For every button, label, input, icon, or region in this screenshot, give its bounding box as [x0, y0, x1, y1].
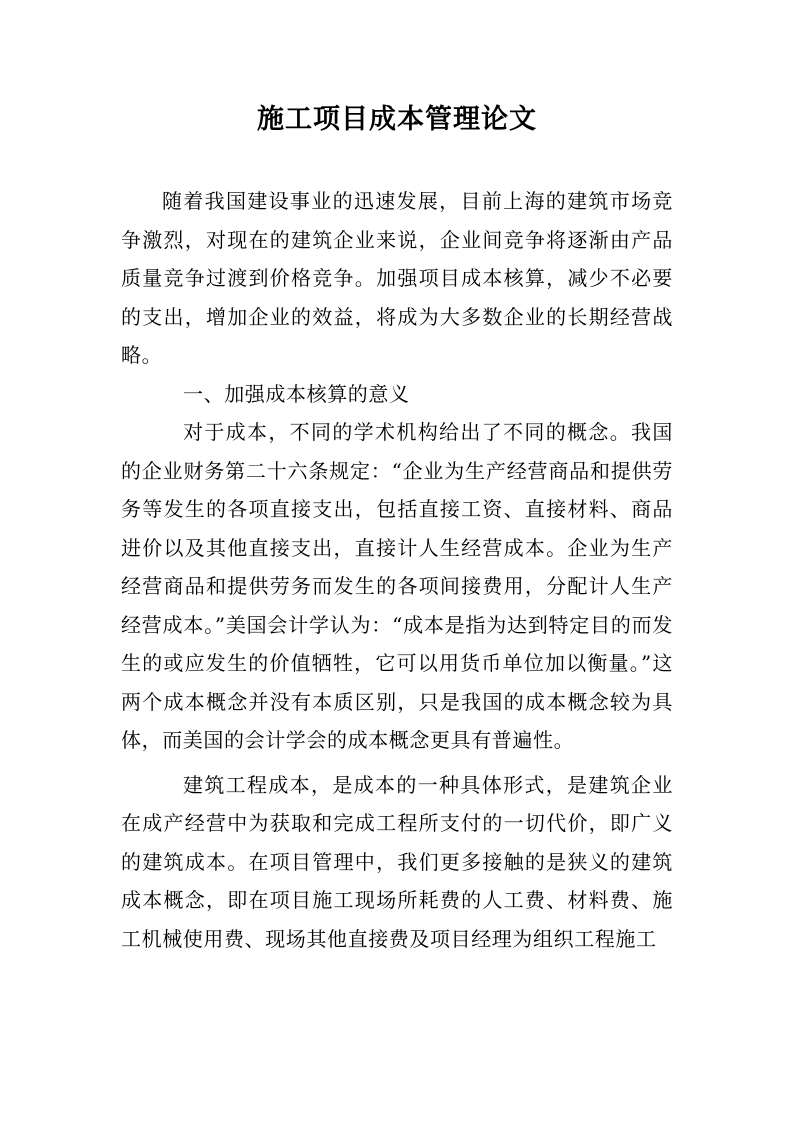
document-body: [121, 182, 673, 958]
paragraph-intro: 随着我国建设事业的迅速发展，目前上海的建筑市场竞争激烈，对现在的建筑企业来说，企业间竞争将逐渐由产品质量竞争过渡到价格竞争。加强项目成本核算，减少不必要的支出，增加企业的效益，将成为大多数企业的长期经营战略。: [121, 189, 673, 367]
paragraph-cost-definition: 对于成本，不同的学术机构给出了不同的概念。我国的企业财务第二十六条规定：“企业为生产经营商品和提供劳务等发生的各项直接支出，包括直接工资、直接材料、商品进价以及其他直接支出，直接计人生经营成本。企业为生产经营商品和提供劳务而发生的各项间接费用，分配计人生产经营成本。”美国会计学认为：“成本是指为达到特定目的而发生的或应发生的价值牺牲，它可以用货币单位加以衡量。”这两个成本概念并没有本质区别，只是我国的成本概念较为具体，而美国的会计学会的成本概念更具有普遍性。: [121, 420, 673, 752]
document-title: 施工项目成本管理论文: [257, 104, 537, 135]
section-heading: 一、加强成本核算的意义: [183, 381, 410, 406]
paragraph-construction-cost: 建筑工程成本，是成本的一种具体形式，是建筑企业在成产经营中为获取和完成工程所支付的一切代价，即广义的建筑成本。在项目管理中，我们更多接触的是狭义的建筑成本概念，即在项目施工现场所耗费的人工费、材料费、施工机械使用费、现场其他直接费及项目经理为组织工程施工: [121, 772, 673, 951]
